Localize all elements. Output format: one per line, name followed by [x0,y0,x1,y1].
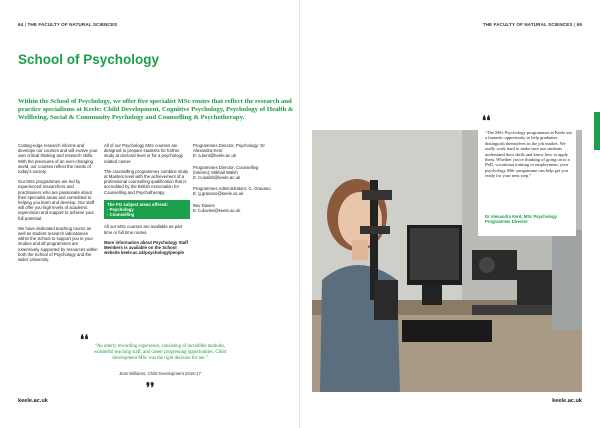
contact-role: Bev Davies [193,202,215,208]
page-title: School of Psychology [18,52,160,67]
faculty-name-left: THE FACULTY OF NATURAL SCIENCES [27,22,118,27]
staff-quote-attribution: Dr Alexandra Kent, MSc Psychology Programmes Director [485,214,557,224]
section-tab [594,112,600,150]
col1-paragraph-2: Our MSc programmes are led by experienced researchers and practitioners who are passionate about their specialist areas and committed to helping you learn and develop. Our staff will offer you high levels of academic supervision and support to achieve your full potential. [18,179,95,221]
lead-paragraph: Within the School of Psychology, we offer five specialist MSc routes that reflect the research and practice specialisms at Keele: Child Development, Cognitive Psychology, Psychology of Health & Wellbeing, Social & Community Psychology and Counselling & Psychotherapy. [18,98,294,122]
contact-1 [193,143,275,159]
col2-paragraph-3: All our MSc courses are available as part time or full time routes. [104,224,183,235]
contact-email[interactable]: E: g.gravano@keele.ac.uk [193,191,244,197]
contact-email[interactable]: E: m.walsh@keele.ac.uk [193,175,241,181]
body-column-2 [104,143,190,260]
subject-area-item: - Counselling [107,212,135,218]
open-quote-icon: ❛❛ [80,332,89,347]
contact-4 [193,203,275,213]
contact-role: Programmes Administrators: G. Gravano [193,186,271,192]
footer-url-left[interactable]: keele.ac.uk [18,398,48,404]
header-separator-right: | [573,22,576,27]
staff-quote-text: “The MSc Psychology programmes at Keele are a fantastic opportunity to help graduates distinguish themselves in the job market. We really work hard to make sure our students understand their skills and know how to apply them. Whether you're thinking of going on to a PhD, vocational training or employment, your psychology MSc programme can help get you ready for your next step.” [485,130,572,179]
footer-url-right[interactable]: keele.ac.uk [552,398,582,404]
staff-info-link-text[interactable]: More information about Psychology Staff Members is available on the School website keele.ac.uk/psychology/people [104,239,189,256]
student-quote-attribution: Jess Williams, Child Development 2016-17 [119,371,201,376]
page-gutter [299,0,300,428]
col2-paragraph-1: All of our Psychology MSc courses are designed to prepare students for further study at doctoral level or for a psychology related career. [104,143,184,164]
page-number-left: 64 [18,22,24,27]
contact-email[interactable]: E: a.kent@keele.ac.uk [193,153,237,159]
page-number-right: 65 [576,22,582,27]
running-header-right [483,22,582,27]
subject-area-item: - Psychology [107,207,134,213]
running-header-left [18,22,117,27]
contact-role: Programmes Director, Counselling (Interim): Mikhail Walsh [193,164,259,175]
student-quote-text: “An utterly rewarding experience, consisting of incredible modules, wonderful teaching staff, and career progressing opportunities. Child development MSc was the right decision for me.” [93,344,227,361]
col1-paragraph-1: Cutting-edge research informs and develops our courses and will evolve your own critical thinking and research skills. With the pressures of an ever-changing world, our courses reflect the needs of today's society. [18,143,98,175]
col1-paragraph-3: We have dedicated teaching rooms as well as student research laboratories within the School to support you in your studies and all programmes are extensively supported by resources within both the School of Psychology and the wider University. [18,225,98,263]
contact-2 [193,165,275,181]
contact-email[interactable]: E: b.davies@keele.ac.uk [193,207,241,213]
contact-role: Programmes Director, Psychology: Dr Alexandra Kent [193,143,265,154]
body-column-1 [18,143,98,267]
contacts-column [193,143,275,219]
faculty-name-right: THE FACULTY OF NATURAL SCIENCES [482,22,573,27]
subject-areas-title: The PG subject areas offered: [107,201,168,207]
header-separator-left: | [24,22,27,27]
close-quote-icon: ❜❜ [146,380,155,395]
open-quote-icon: ❛❛ [482,113,491,128]
col2-paragraph-2: The counselling programmes combine study at Masters level with the achievement of a professional counselling qualification that is accredited by the British Association for Counselling and Psychotherapy. [104,168,189,195]
subject-areas-box [104,200,190,220]
contact-3 [193,186,275,196]
